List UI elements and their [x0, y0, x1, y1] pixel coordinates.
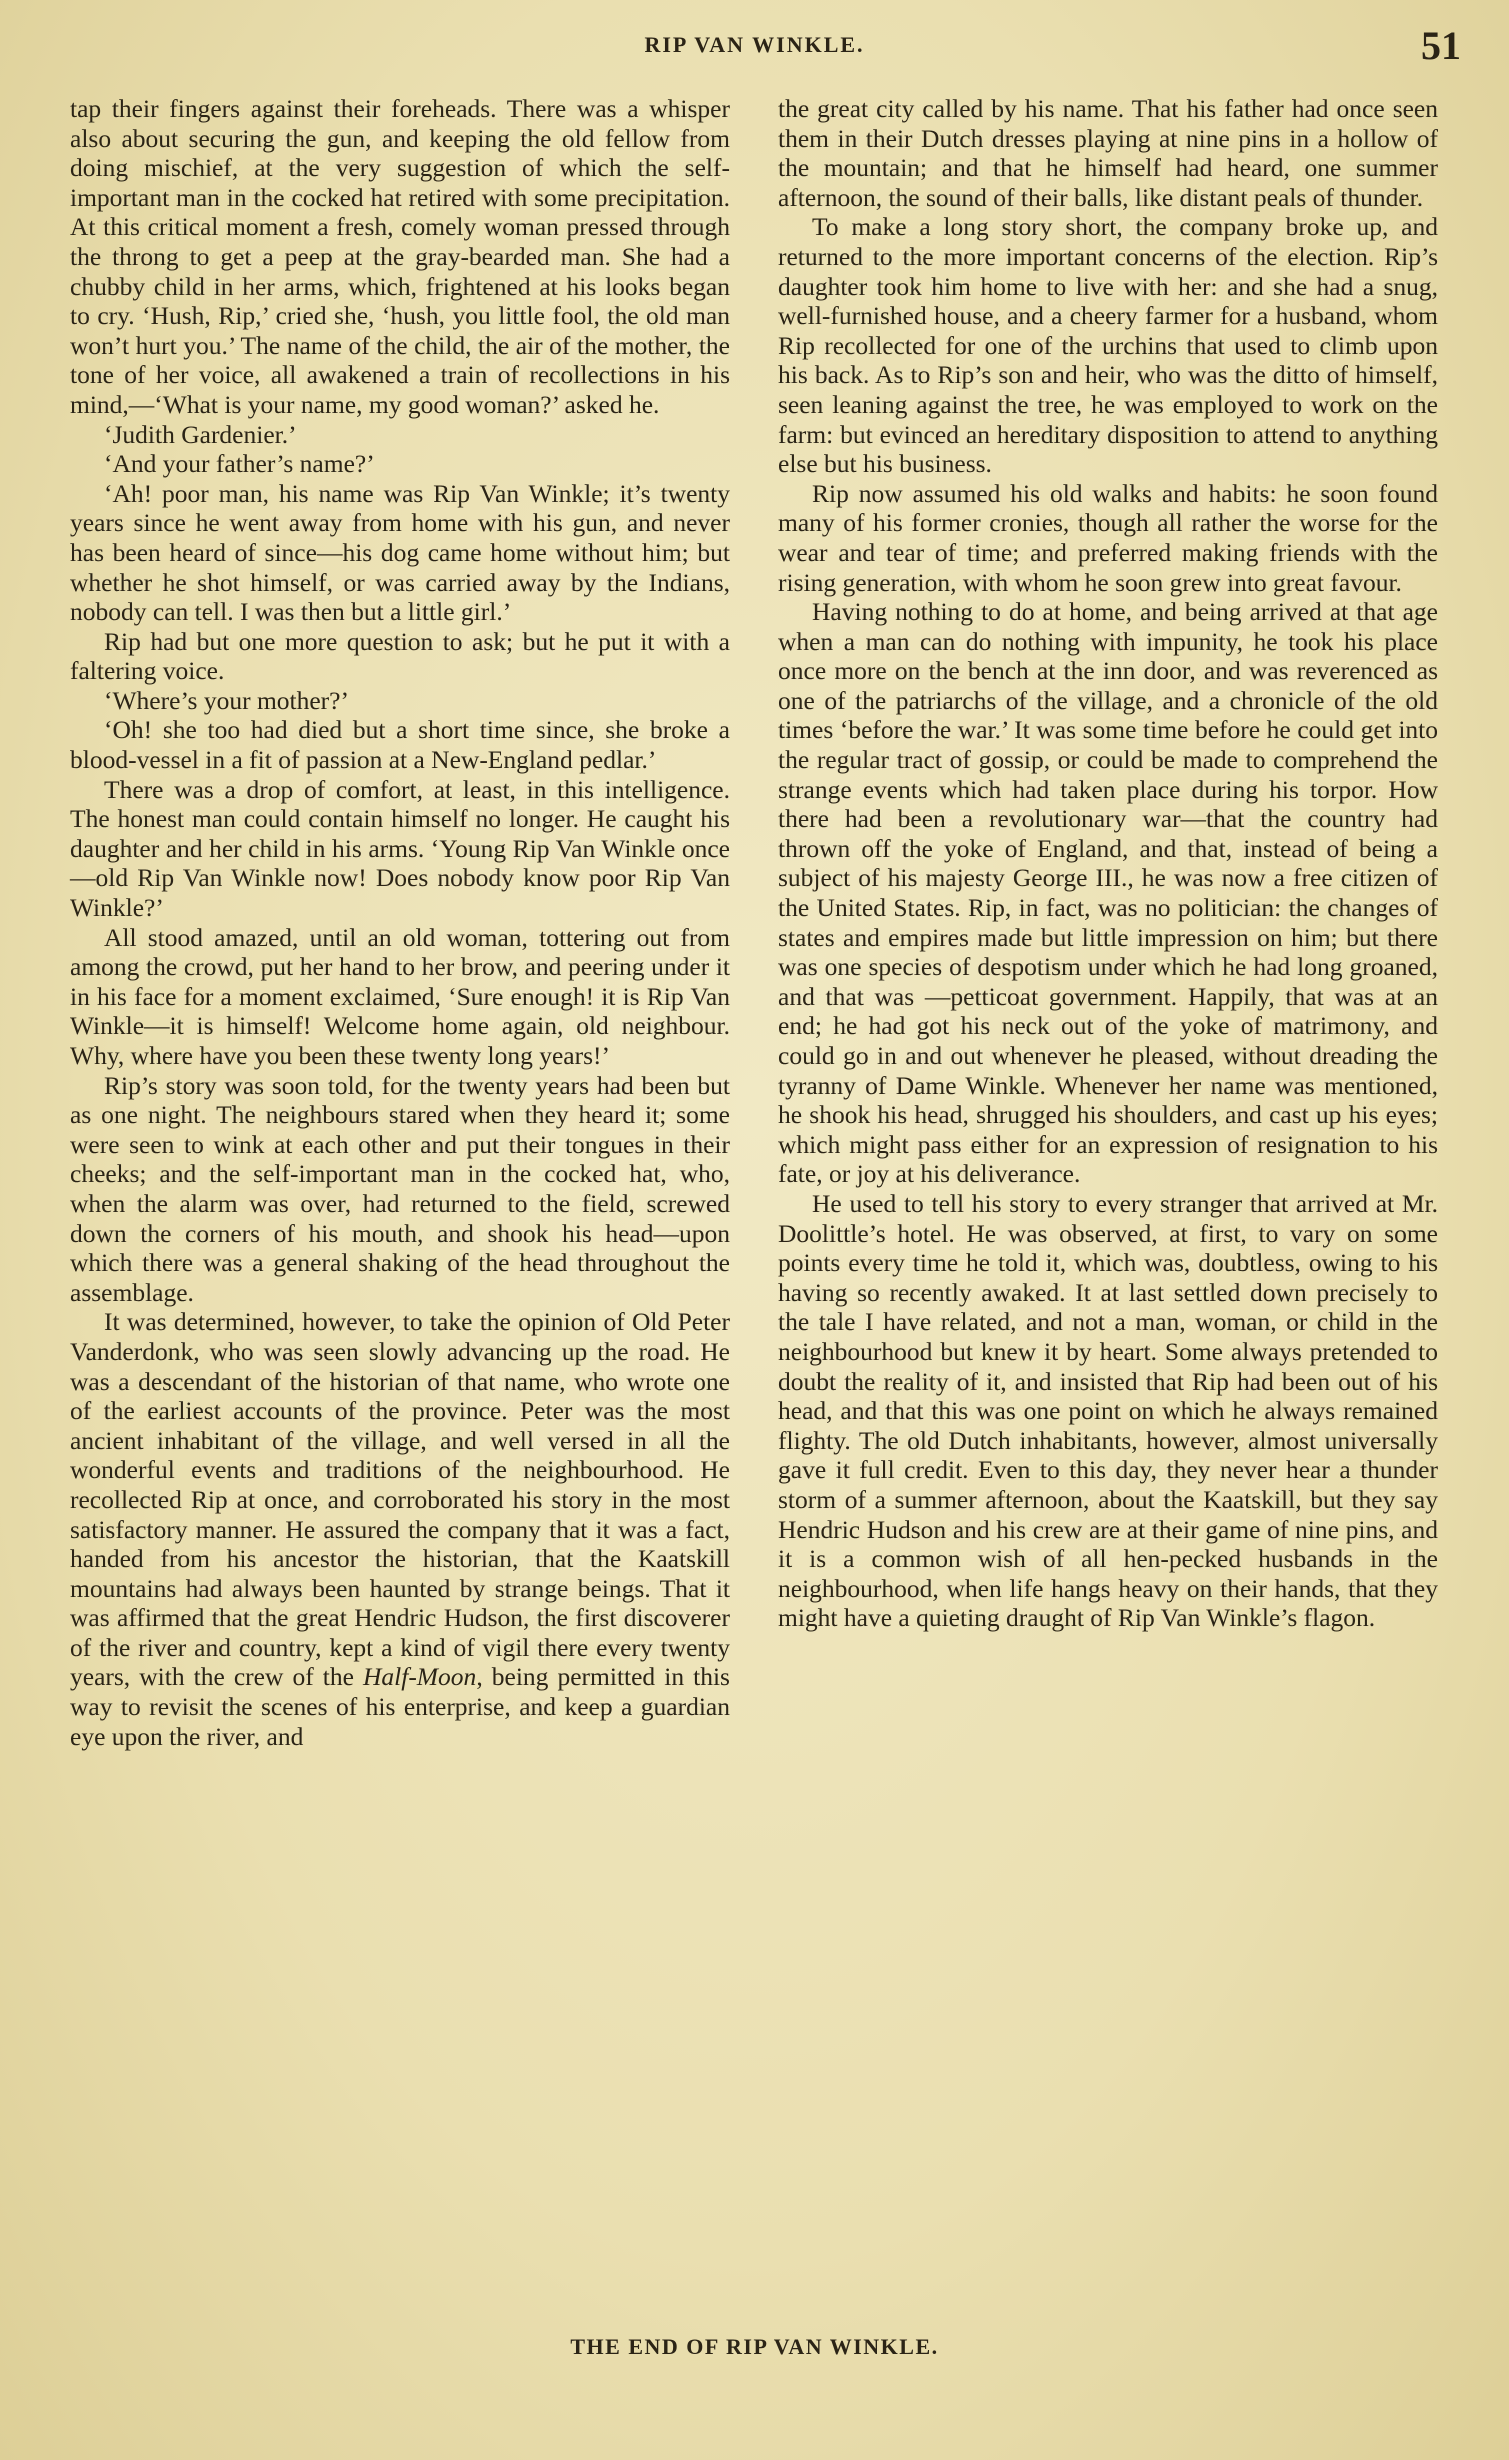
paragraph: ‘Oh! she too had died but a short time since, she broke a blood-vessel in a fit of passion at a New-England pedlar.’	[70, 715, 730, 775]
end-note: THE END OF RIP VAN WINKLE.	[570, 2334, 939, 2359]
paragraph: Rip now assumed his old walks and habits: he soon found many of his former cronies, though all rather the worse for the wear and tear of time; and preferred making friends with the rising generation, with whom he soon grew into great favour.	[778, 478, 1438, 597]
paragraph: ‘Where’s your mother?’	[104, 685, 349, 715]
paragraph: Rip’s story was soon told, for the twenty years had been but as one night. The neighbours stared when they heard it; some were seen to wink at each other and put their tongues in their cheeks; and the self-important man in the cocked hat, who, when the alarm was over, had returned to the field, screwed down the corners of his mouth, and shook his head—upon which there was a general shaking of the head throughout the assemblage.	[70, 1070, 730, 1307]
paragraph	[70, 1307, 730, 1751]
paragraph: All stood amazed, until an old woman, tottering out from among the crowd, put her hand to her brow, and peering under it in his face for a moment exclaimed, ‘Sure enough! it is Rip Van Winkle—it is himself! Welcome home again, old neighbour. Why, where have you been these twenty long years!’	[70, 922, 730, 1070]
paragraph: He used to tell his story to every stranger that arrived at Mr. Doolittle’s hotel. He was observed, at first, to vary on some points every time he told it, which was, doubtless, owing to his having so recently awaked. It at last settled down precisely to the tale I have related, and not a man, woman, or child in the neighbourhood but knew it by heart. Some always pretended to doubt the reality of it, and insisted that Rip had been out of his head, and that this was one point on which he always remained flighty. The old Dutch inhabitants, however, almost universally gave it full credit. Even to this day, they never hear a thunder storm of a summer afternoon, about the Kaatskill, but they say Hendric Hudson and his crew are at their game of nine pins, and it is a common wish of all hen-pecked husbands in the neighbourhood, when life hangs heavy on their hands, that they might have a quieting draught of Rip Van Winkle’s flagon.	[778, 1188, 1438, 1633]
paragraph: To make a long story short, the company broke up, and returned to the more important concerns of the election. Rip’s daughter took him home to live with her: and she had a snug, well-furnished house, and a cheery farmer for a husband, whom Rip recollected for one of the urchins that used to climb upon his back. As to Rip’s son and heir, who was the ditto of himself, seen leaning against the tree, he was employed to work on the farm: but evinced an hereditary disposition to attend to anything else but his business.	[778, 212, 1438, 479]
ship-name: Half-Moon	[362, 1662, 477, 1692]
running-title: RIP VAN WINKLE.	[644, 32, 865, 57]
paragraph: Having nothing to do at home, and being arrived at that age when a man can do nothing with impunity, he took his place once more on the bench at the inn door, and was reverenced as one of the patriarchs of the village, and a chronicle of the old times ‘before the war.’ It was some time before he could get into the regular tract of gossip, or could be made to comprehend the strange events which had taken place during his torpor. How there had been a revolutionary war—that the country had thrown off the yoke of England, and that, instead of being a subject of his majesty George III., he was now a free citizen of the United States. Rip, in fact, was no politician: the changes of states and empires made but little impression on him; but there was one species of despotism under which he had long groaned, and that was —petticoat government. Happily, that was at an end; he had got his neck out of the yoke of matrimony, and could go in and out whenever he pleased, without dreading the tyranny of Dame Winkle. Whenever her name was mentioned, he shook his head, shrugged his shoulders, and cast up his eyes; which might pass either for an expression of resignation to his fate, or joy at his deliverance.	[778, 597, 1438, 1189]
paragraph: ‘And your father’s name?’	[104, 449, 375, 479]
paragraph-text: It was determined, however, to take the opinion of Old Peter Vanderdonk, who was seen slowly advancing up the road. He was a descendant of the historian of that name, who wrote one of the earliest accounts of the province. Peter was the most ancient inhabitant of the village, and well versed in all the wonderful events and traditions of the neighbourhood. He recollected Rip at once, and corroborated his story in the most satisfactory manner. He assured the company that it was a fact, handed from his ancestor the historian, that the Kaatskill mountains had always been haunted by strange beings. That it was affirmed that the great Hendric Hudson, the first discoverer of the river and country, kept a kind of vigil there every twenty years, with the crew of the	[70, 1307, 730, 1692]
paragraph: There was a drop of comfort, at least, in this intelligence. The honest man could contain himself no longer. He caught his daughter and her child in his arms. ‘Young Rip Van Winkle once—old Rip Van Winkle now! Does nobody know poor Rip Van Winkle?’	[70, 774, 730, 923]
paragraph: tap their fingers against their foreheads. There was a whisper also about securing the gun, and keeping the old fellow from doing mischief, at the very suggestion of which the self-important man in the cocked hat retired with some precipitation. At this critical moment a fresh, comely woman pressed through the throng to get a peep at the gray-bearded man. She had a chubby child in her arms, which, frightened at his looks began to cry. ‘Hush, Rip,’ cried she, ‘hush, you little fool, the old man won’t hurt you.’ The name of the child, the air of the mother, the tone of her voice, all awakened a train of recollections in his mind,—‘What is your name, my good woman?’ asked he.	[70, 94, 730, 419]
right-column	[778, 94, 1438, 1633]
left-column	[70, 94, 730, 1751]
paragraph: ‘Ah! poor man, his name was Rip Van Winkle; it’s twenty years since he went away from home with his gun, and never has been heard of since—his dog came home without him; but whether he shot himself, or was carried away by the Indians, nobody can tell. I was then but a little girl.’	[70, 478, 730, 627]
paragraph-text: , being permitted in this way to revisit the scenes of his enterprise, and keep a guardian eye upon the river, and	[70, 1662, 730, 1751]
page-header	[0, 18, 1509, 68]
paragraph: the great city called by his name. That his father had once seen them in their Dutch dresses playing at nine pins in a hollow of the mountain; and that he himself had heard, one summer afternoon, the sound of their balls, like distant peals of thunder.	[778, 94, 1438, 212]
page-number: 51	[1421, 23, 1461, 68]
paragraph: ‘Judith Gardenier.’	[104, 419, 297, 449]
paragraph: Rip had but one more question to ask; but he put it with a faltering voice.	[70, 626, 730, 686]
